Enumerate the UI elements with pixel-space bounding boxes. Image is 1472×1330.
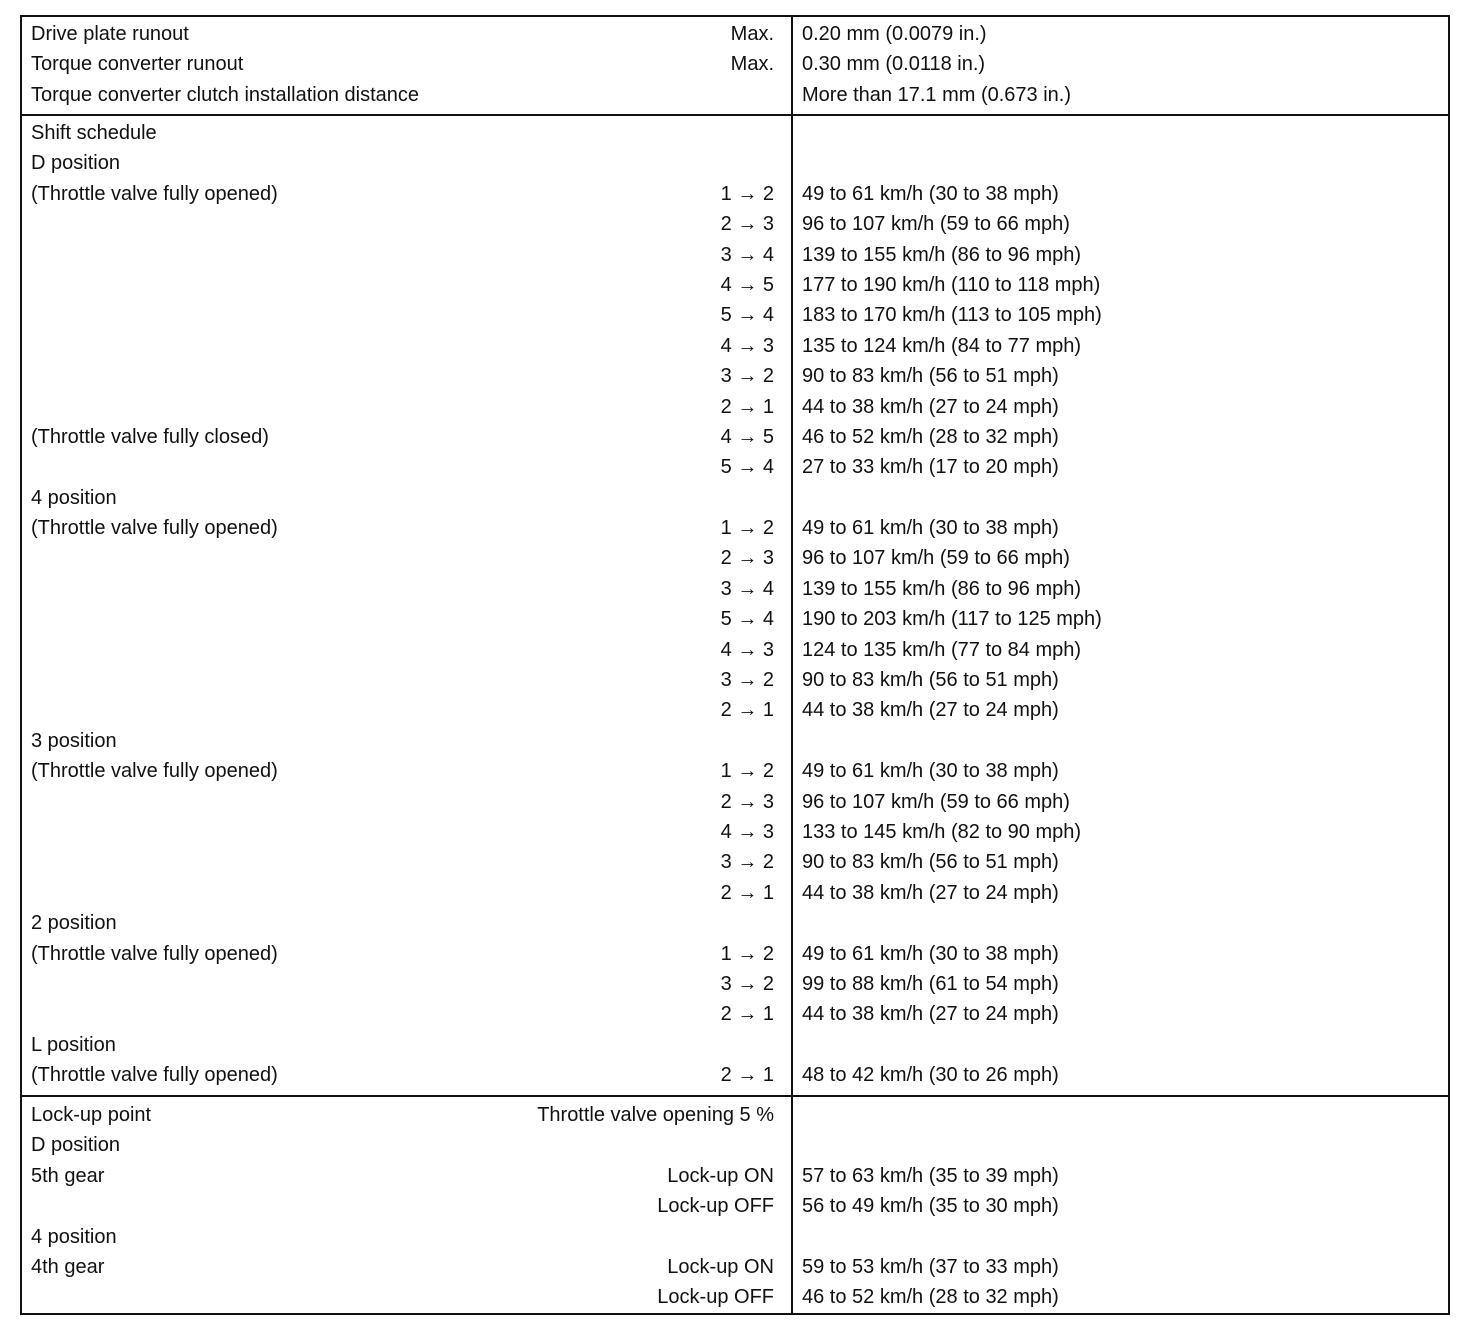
row-label: Shift schedule: [31, 122, 157, 144]
row-condition: 2 → 1: [720, 395, 774, 418]
spec-row: [22, 1252, 1448, 1282]
row-condition: 5 → 4: [720, 456, 774, 479]
lockup-point-section: [22, 1100, 1448, 1313]
row-label: 4th gear: [31, 1255, 105, 1278]
row-value: 133 to 145 km/h (82 to 90 mph): [802, 820, 1082, 843]
row-condition: 4 → 5: [720, 273, 774, 296]
row-condition: 1 → 2: [720, 182, 774, 205]
row-value: 99 to 88 km/h (61 to 54 mph): [802, 972, 1059, 995]
row-condition: 2 → 3: [720, 790, 774, 813]
row-value: 44 to 38 km/h (27 to 24 mph): [802, 699, 1059, 722]
row-label: (Throttle valve fully opened): [31, 1064, 278, 1087]
row-value: 0.20 mm (0.0079 in.): [802, 23, 987, 45]
row-value: 46 to 52 km/h (28 to 32 mph): [802, 425, 1059, 448]
row-condition: 2 → 1: [720, 881, 774, 904]
row-value: 44 to 38 km/h (27 to 24 mph): [802, 395, 1059, 418]
row-label: D position: [31, 1134, 120, 1157]
row-value: 49 to 61 km/h (30 to 38 mph): [802, 942, 1059, 965]
row-value: 27 to 33 km/h (17 to 20 mph): [802, 456, 1059, 479]
row-value: More than 17.1 mm (0.673 in.): [802, 83, 1072, 106]
spec-table: [20, 15, 1450, 1315]
row-value: 49 to 61 km/h (30 to 38 mph): [802, 517, 1059, 540]
spec-row: [22, 878, 1448, 908]
row-condition: 3 → 2: [720, 851, 774, 874]
row-value: 177 to 190 km/h (110 to 118 mph): [802, 273, 1101, 296]
row-value: 96 to 107 km/h (59 to 66 mph): [802, 547, 1070, 570]
row-value: 59 to 53 km/h (37 to 33 mph): [802, 1255, 1059, 1278]
row-label: L position: [31, 1033, 116, 1056]
spec-row: [22, 726, 1448, 756]
row-condition: 4 → 5: [720, 425, 774, 448]
row-condition: 2 → 3: [720, 213, 774, 236]
row-value: 183 to 170 km/h (113 to 105 mph): [802, 304, 1102, 327]
spec-row: [22, 1161, 1448, 1191]
row-value: 96 to 107 km/h (59 to 66 mph): [802, 213, 1070, 236]
spec-row: [22, 513, 1448, 543]
row-value: 46 to 52 km/h (28 to 32 mph): [802, 1286, 1059, 1309]
spec-row: [22, 483, 1448, 513]
row-value: 124 to 135 km/h (77 to 84 mph): [802, 638, 1082, 661]
row-value: 0.30 mm (0.0118 in.): [802, 53, 986, 76]
row-condition: 2 → 1: [720, 699, 774, 722]
runout-section: [22, 19, 1448, 110]
spec-row: [22, 817, 1448, 847]
row-label: 5th gear: [31, 1164, 105, 1187]
spec-row: [22, 1030, 1448, 1060]
row-value: 57 to 63 km/h (35 to 39 mph): [802, 1164, 1059, 1187]
row-label: Torque converter clutch installation distance: [31, 83, 419, 106]
spec-row: [22, 118, 1448, 148]
row-condition: 5 → 4: [720, 304, 774, 327]
spec-row: [22, 604, 1448, 634]
row-value: 135 to 124 km/h (84 to 77 mph): [802, 334, 1082, 357]
row-value: 56 to 49 km/h (35 to 30 mph): [802, 1195, 1059, 1218]
row-condition: 2 → 3: [720, 547, 774, 570]
row-value: 44 to 38 km/h (27 to 24 mph): [802, 1003, 1059, 1026]
spec-row: [22, 635, 1448, 665]
row-condition: 1 → 2: [720, 517, 774, 540]
row-condition: 2 → 1: [720, 1064, 774, 1087]
row-condition: 1 → 2: [720, 760, 774, 783]
row-value: 48 to 42 km/h (30 to 26 mph): [802, 1064, 1059, 1087]
row-condition: 3 → 2: [720, 972, 774, 995]
row-condition: 2 → 1: [720, 1003, 774, 1026]
spec-row: [22, 939, 1448, 969]
spec-row: [22, 999, 1448, 1029]
spec-row: [22, 452, 1448, 482]
row-condition: Lock-up ON: [667, 1255, 774, 1278]
row-condition: 4 → 3: [720, 334, 774, 357]
row-condition: Max.: [730, 23, 774, 45]
shift-schedule-section: [22, 118, 1448, 1091]
row-condition: 3 → 2: [720, 669, 774, 692]
row-label: (Throttle valve fully opened): [31, 517, 278, 540]
row-label: Lock-up point: [31, 1104, 152, 1126]
row-value: 49 to 61 km/h (30 to 38 mph): [802, 182, 1059, 205]
row-label: 4 position: [31, 1225, 117, 1248]
row-condition: 3 → 4: [720, 243, 774, 266]
row-condition: Max.: [730, 53, 774, 76]
row-label: Torque converter runout: [31, 53, 244, 76]
spec-row: [22, 331, 1448, 361]
section-divider: [22, 114, 1448, 116]
row-condition: 4 → 3: [720, 820, 774, 843]
spec-row: [22, 209, 1448, 239]
spec-row: [22, 665, 1448, 695]
spec-row: [22, 847, 1448, 877]
row-condition: Lock-up OFF: [657, 1195, 774, 1218]
row-condition: 3 → 4: [720, 577, 774, 600]
row-value: 190 to 203 km/h (117 to 125 mph): [802, 608, 1102, 631]
spec-row: [22, 19, 1448, 49]
row-condition: Lock-up OFF: [657, 1286, 774, 1309]
spec-row: [22, 1100, 1448, 1130]
row-condition: 4 → 3: [720, 638, 774, 661]
spec-row: [22, 543, 1448, 573]
row-label: (Throttle valve fully closed): [31, 425, 269, 448]
row-value: 49 to 61 km/h (30 to 38 mph): [802, 760, 1059, 783]
row-label: 2 position: [31, 912, 117, 935]
row-condition: 3 → 2: [720, 365, 774, 388]
spec-row: [22, 361, 1448, 391]
row-label: (Throttle valve fully opened): [31, 942, 278, 965]
spec-row: [22, 1282, 1448, 1312]
spec-row: [22, 270, 1448, 300]
spec-row: [22, 1191, 1448, 1221]
spec-row: [22, 49, 1448, 79]
row-label: (Throttle valve fully opened): [31, 182, 278, 205]
spec-row: [22, 574, 1448, 604]
spec-row: [22, 969, 1448, 999]
spec-row: [22, 80, 1448, 110]
row-value: 44 to 38 km/h (27 to 24 mph): [802, 881, 1059, 904]
section-divider: [22, 1095, 1448, 1097]
spec-row: [22, 300, 1448, 330]
spec-row: [22, 392, 1448, 422]
row-label: 4 position: [31, 486, 117, 509]
spec-row: [22, 1222, 1448, 1252]
spec-row: [22, 179, 1448, 209]
row-condition: 5 → 4: [720, 608, 774, 631]
spec-row: [22, 1130, 1448, 1160]
spec-row: [22, 695, 1448, 725]
row-label: Drive plate runout: [31, 23, 189, 45]
row-value: 139 to 155 km/h (86 to 96 mph): [802, 577, 1082, 600]
row-label: 3 position: [31, 729, 117, 752]
spec-row: [22, 240, 1448, 270]
row-condition: Throttle valve opening 5 %: [537, 1104, 774, 1126]
row-value: 90 to 83 km/h (56 to 51 mph): [802, 851, 1059, 874]
row-label: (Throttle valve fully opened): [31, 760, 278, 783]
row-value: 96 to 107 km/h (59 to 66 mph): [802, 790, 1070, 813]
spec-row: [22, 148, 1448, 178]
row-condition: Lock-up ON: [667, 1164, 774, 1187]
row-label: D position: [31, 152, 120, 175]
spec-row: [22, 787, 1448, 817]
spec-row: [22, 908, 1448, 938]
spec-row: [22, 756, 1448, 786]
row-value: 90 to 83 km/h (56 to 51 mph): [802, 365, 1059, 388]
spec-row: [22, 422, 1448, 452]
row-condition: 1 → 2: [720, 942, 774, 965]
row-value: 139 to 155 km/h (86 to 96 mph): [802, 243, 1082, 266]
spec-row: [22, 1060, 1448, 1090]
row-value: 90 to 83 km/h (56 to 51 mph): [802, 669, 1059, 692]
